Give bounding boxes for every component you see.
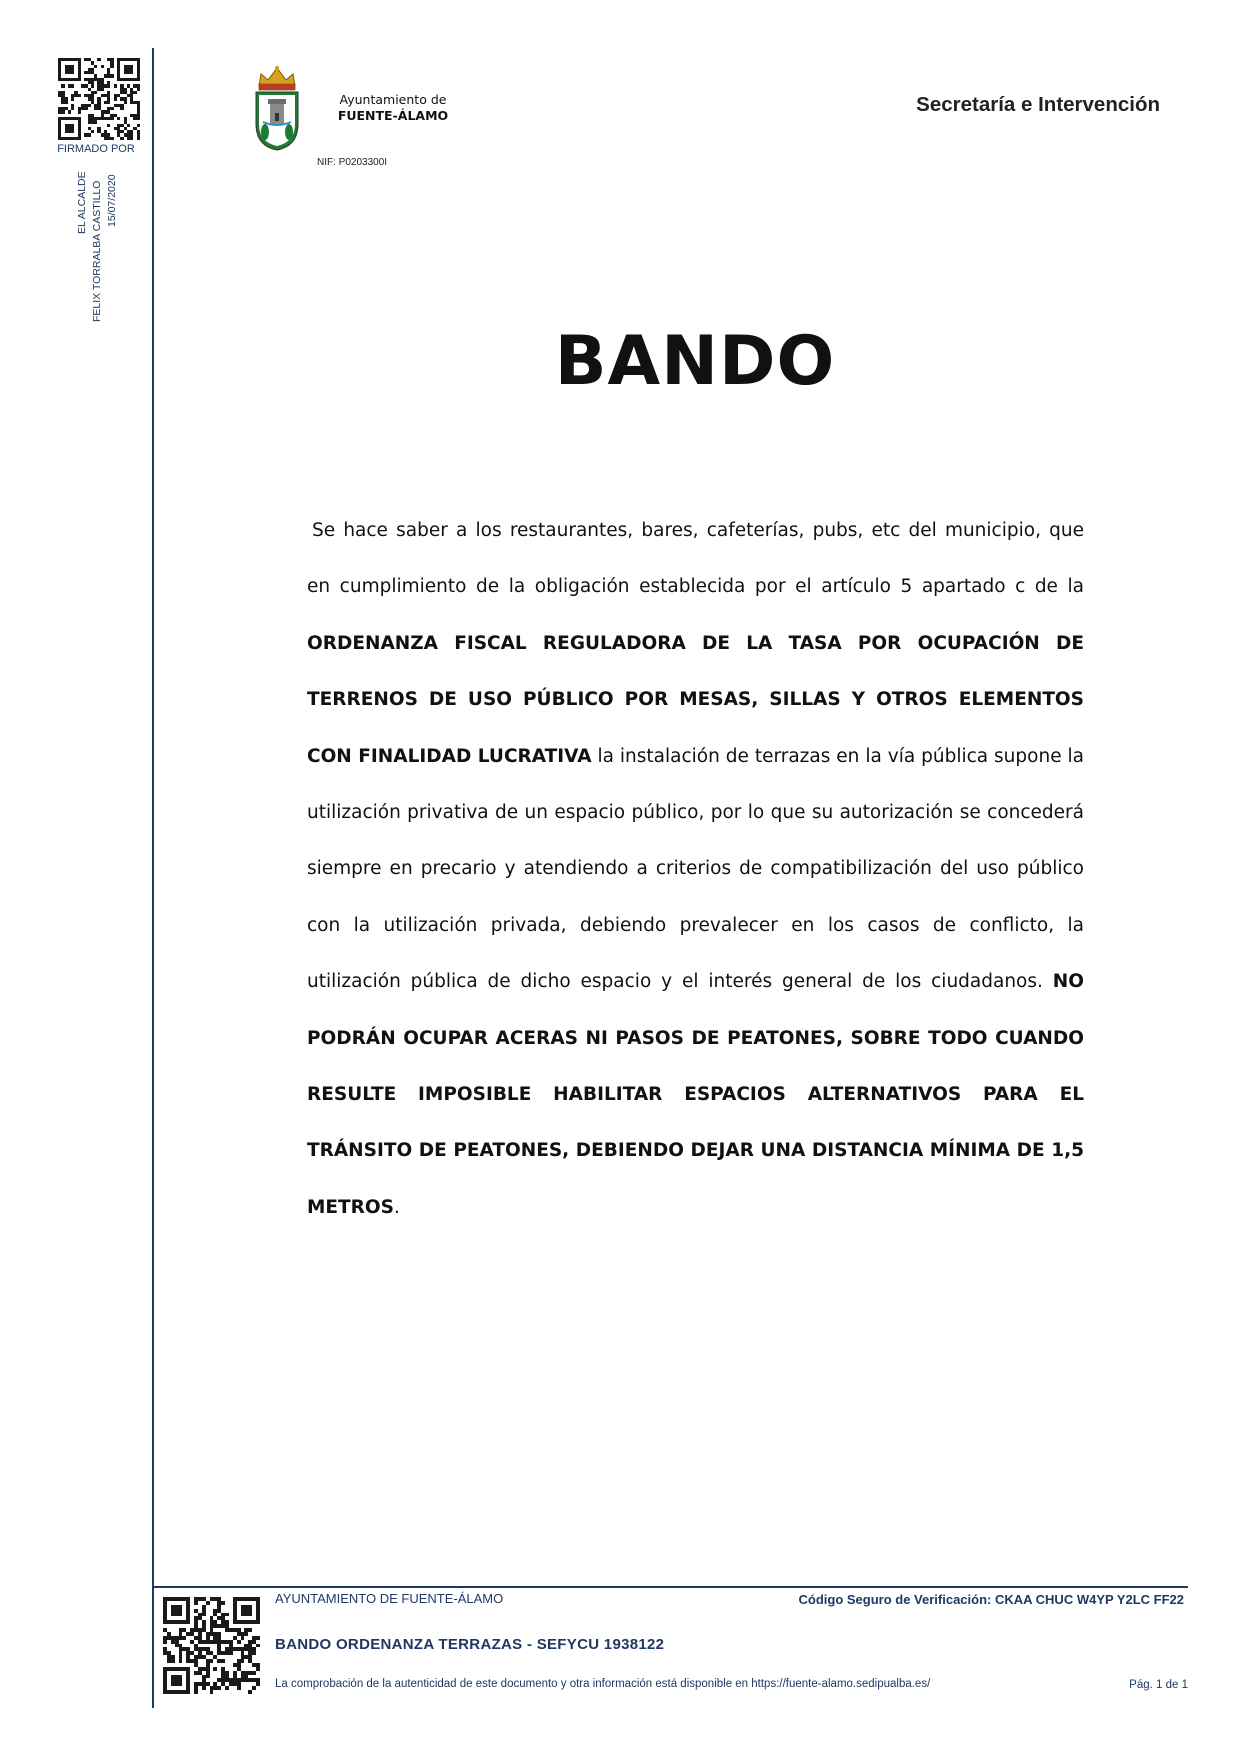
signature-qr-code-icon (58, 58, 140, 140)
body-prohibition: NO PODRÁN OCUPAR ACERAS NI PASOS DE PEATONES, SOBRE TODO CUANDO RESULTE IMPOSIBLE HABILITAR ESPACIOS ALTERNATIVOS PARA EL TRÁNSITO DE PEATONES, DEBIENDO DEJAR UNA DISTANCIA MÍNIMA DE 1,5 METROS (307, 971, 1084, 1218)
body-ordinance-name: ORDENANZA FISCAL REGULADORA DE LA TASA POR OCUPACIÓN DE TERRENOS DE USO PÚBLICO POR MESAS, SILLAS Y OTROS ELEMENTOS CON FINALIDAD LUCRATIVA (307, 632, 1084, 767)
body-text-1: Se hace saber a los restaurantes, bares, cafeterías, pubs, etc del municipio, que en cumplimiento de la obligación establecida por el artículo 5 apartado c de la (307, 520, 1084, 598)
footer-document-title: BANDO ORDENANZA TERRAZAS - SEFYCU 1938122 (275, 1636, 665, 1653)
town-label-line2: FUENTE-ÁLAMO (337, 108, 449, 123)
nif-number: NIF: P0203300I (317, 157, 388, 168)
signature-date: 15/07/2020 (106, 174, 118, 227)
footer-qr-code-icon (163, 1597, 260, 1694)
page-number: Pág. 1 de 1 (1129, 1679, 1188, 1691)
margin-divider (152, 48, 154, 1708)
signature-role: EL ALCALDE (76, 171, 88, 234)
town-label-line1: Ayuntamiento de (339, 92, 447, 107)
announcement-body (307, 503, 1084, 1236)
signed-by-label: FIRMADO POR (57, 143, 135, 155)
footer-divider (154, 1586, 1188, 1588)
signature-block (58, 160, 148, 320)
verification-code: Código Seguro de Verificación: CKAA CHUC W4YP Y2LC FF22 (798, 1592, 1184, 1607)
signature-name: FELIX TORRALBA CASTILLO (91, 180, 103, 322)
authenticity-note: La comprobación de la autenticidad de este documento y otra información está disponible en https://fuente-alamo.sedipualba.es/ (275, 1678, 931, 1690)
footer-organization: AYUNTAMIENTO DE FUENTE-ÁLAMO (275, 1591, 504, 1606)
department-heading: Secretaría e Intervención (916, 93, 1160, 116)
document-title: BANDO (554, 322, 836, 401)
coat-of-arms-icon (251, 62, 303, 152)
body-text-2: la instalación de terrazas en la vía pública supone la utilización privativa de un espacio público, por lo que su autorización se concederá siempre en precario y atendiendo a criterios de compatibilización del uso público con la utilización privada, debiendo prevalecer en los casos de conflicto, la utilización pública de dicho espacio y el interés general de los ciudadanos. (307, 745, 1084, 993)
town-label (333, 92, 453, 124)
body-text-end: . (393, 1196, 400, 1218)
